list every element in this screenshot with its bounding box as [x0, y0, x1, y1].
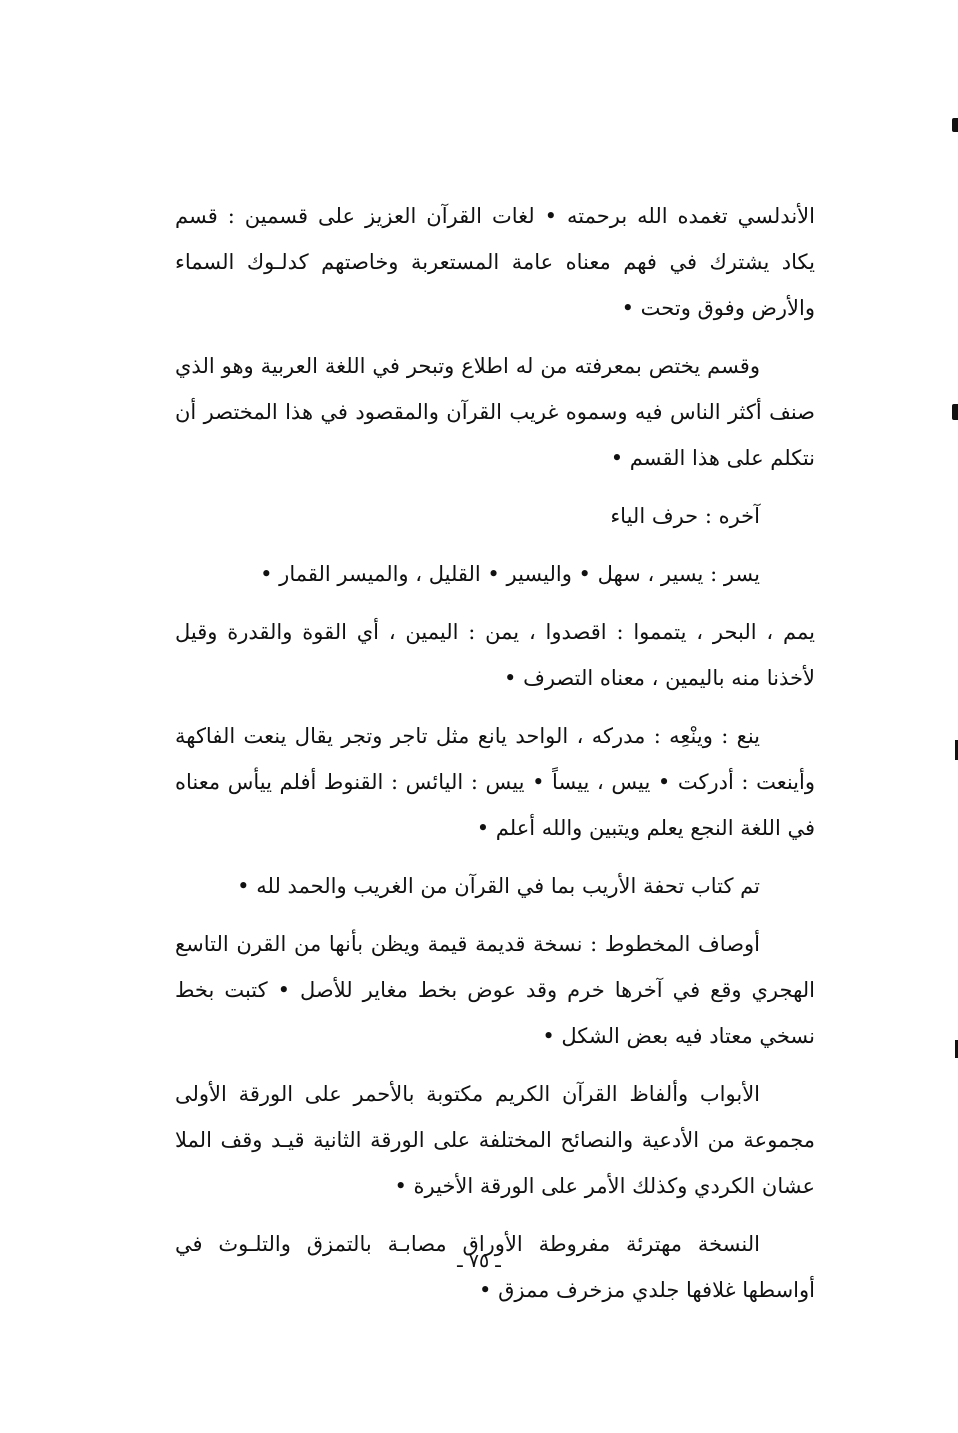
page-number: ـ ٧٥ ـ	[457, 1250, 501, 1272]
entry-yana: ينع : وينْعِه : مدركه ، الواحد يانع مثل تاجر وتجر يقال ينعت الفاكهة وأينعت : أدركت • ييس ، ييساً • ييس : اليائس : القنوط أفلم ييأس معناه في اللغة النجع يعلم ويتبين والله أعلم •	[175, 724, 815, 840]
section-heading-ya: آخره : حرف الياء	[610, 504, 760, 528]
page-edge-mark	[952, 404, 958, 420]
paragraph-2: وقسم يختص بمعرفته من له اطلاع وتبحر في اللغة العربية وهو الذي صنف أكثر الناس فيه وسموه غريب القرآن والمقصود في هذا المختصر أن نتكلم على هذا القسم •	[175, 354, 815, 470]
page-body	[175, 193, 815, 1325]
entry-yasar: يسر : يسير ، سهل • واليسير • القليل ، والميسر القمار •	[260, 562, 760, 586]
manuscript-chapters: الأبواب وألفاظ القرآن الكريم مكتوبة بالأحمر على الورقة الأولى مجموعة من الأدعية والنصائح المختلفة على الورقة الثانية قيـد وقف الملا عشان الكردي وكذلك الأمر على الورقة الأخيرة •	[175, 1082, 815, 1198]
colophon: تم كتاب تحفة الأريب بما في القرآن من الغريب والحمد لله •	[237, 874, 760, 898]
paragraph-1: الأندلسي تغمده الله برحمته • لغات القرآن العزيز على قسمين : قسم يكاد يشترك في فهم معناه عامة المستعربة وخاصتهم كدلـوك السماء والأرض وفوق وتحت •	[175, 204, 815, 320]
manuscript-condition: النسخة مهترئة مفروطة الأوراق مصابـة بالتمزق والتلـوث في أواسطها غلافها جلدي مزخرف ممزق •	[175, 1232, 815, 1302]
manuscript-description: أوصاف المخطوط : نسخة قديمة قيمة ويظن بأنها من القرن التاسع الهجري وقع في آخرها خرم وقد عوض بخط مغاير للأصل • كتبت بخط نسخي معتاد فيه بعض الشكل •	[175, 932, 815, 1048]
page-edge-mark	[952, 118, 958, 132]
entry-yamam: يمم ، البحر ، يتمموا : اقصدوا ، يمن : اليمين ، أي القوة والقدرة وقيل لأخذنا منه باليمين ، معناه التصرف •	[175, 620, 815, 690]
